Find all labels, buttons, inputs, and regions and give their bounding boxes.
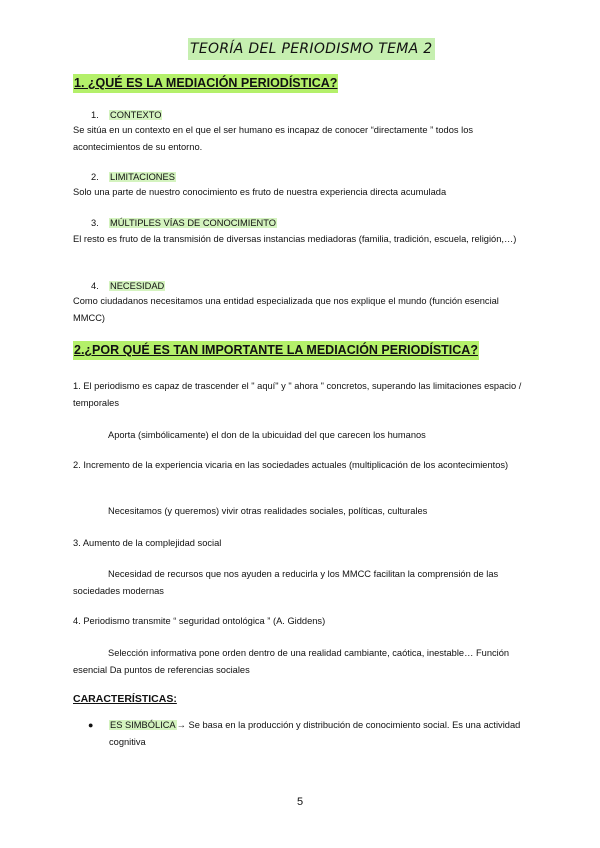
section1-item-4-text: Como ciudadanos necesitamos una entidad especializada que nos explique el mundo (función esencial MMCC) bbox=[73, 296, 499, 323]
section1-item-2-text: Solo una parte de nuestro conocimiento es fruto de nuestra experiencia directa acumulada bbox=[73, 187, 447, 197]
section2-heading: 2.¿POR QUÉ ES TAN IMPORTANTE LA MEDIACIÓN PERIODÍSTICA? bbox=[73, 341, 479, 360]
characteristic-text: Se basa en la producción y distribución de conocimiento social. Es una actividad cognitiva bbox=[109, 720, 521, 747]
section1-heading: 1. ¿QUÉ ES LA MEDIACIÓN PERIODÍSTICA? bbox=[73, 74, 338, 93]
item-number: 2. bbox=[91, 172, 99, 182]
item-label: MÚLTIPLES VÍAS DE CONOCIMIENTO bbox=[110, 218, 276, 228]
section1-item-1-heading bbox=[91, 108, 162, 122]
section1-item-3-text: El resto es fruto de la transmisión de diversas instancias mediadoras (familia, tradición, escuela, religión,…) bbox=[73, 234, 517, 244]
section2-point-3-detail: Necesidad de recursos que nos ayuden a reducirla y los MMCC facilitan la comprensión de las sociedades modernas bbox=[73, 569, 499, 596]
characteristic-item bbox=[109, 717, 529, 751]
characteristics-heading: CARACTERÍSTICAS: bbox=[73, 693, 177, 705]
section2-point-2: 2. Incremento de la experiencia vicaria en las sociedades actuales (multiplicación de los acontecimientos) bbox=[73, 460, 509, 470]
item-label: CONTEXTO bbox=[110, 110, 162, 120]
section1-item-2-heading bbox=[91, 170, 176, 184]
item-label: LIMITACIONES bbox=[110, 172, 175, 182]
section1-item-4-heading bbox=[91, 279, 165, 293]
arrow-icon: → bbox=[176, 720, 186, 730]
section2-point-1: 1. El periodismo es capaz de trascender el " aquí" y " ahora " concretos, superando las limitaciones espacio / temporales bbox=[73, 381, 522, 408]
item-number: 1. bbox=[91, 110, 99, 120]
section1-item-3-heading bbox=[91, 216, 277, 230]
item-number: 3. bbox=[91, 218, 99, 228]
section2-point-3: 3. Aumento de la complejidad social bbox=[73, 538, 222, 548]
section2-point-1-detail: Aporta (simbólicamente) el don de la ubicuidad del que carecen los humanos bbox=[108, 430, 426, 440]
characteristic-label: ES SIMBÓLICA bbox=[110, 720, 176, 730]
section1-item-1-text: Se sitúa en un contexto en el que el ser humano es incapaz de conocer “directamente ” todos los acontecimientos de su entorno. bbox=[73, 125, 474, 152]
document-title: TEORÍA DEL PERIODISMO TEMA 2 bbox=[188, 38, 435, 60]
section2-point-4: 4. Periodismo transmite “ seguridad ontológica ” (A. Giddens) bbox=[73, 616, 326, 626]
item-label: NECESIDAD bbox=[110, 281, 165, 291]
page-number: 5 bbox=[296, 796, 304, 808]
bullet-icon: ● bbox=[88, 720, 94, 730]
section2-point-4-detail: Selección informativa pone orden dentro de una realidad cambiante, caótica, inestable… Función esencial Da puntos de referencias sociales bbox=[73, 648, 510, 675]
section2-point-2-detail: Necesitamos (y queremos) vivir otras realidades sociales, políticas, culturales bbox=[108, 506, 428, 516]
item-number: 4. bbox=[91, 281, 99, 291]
